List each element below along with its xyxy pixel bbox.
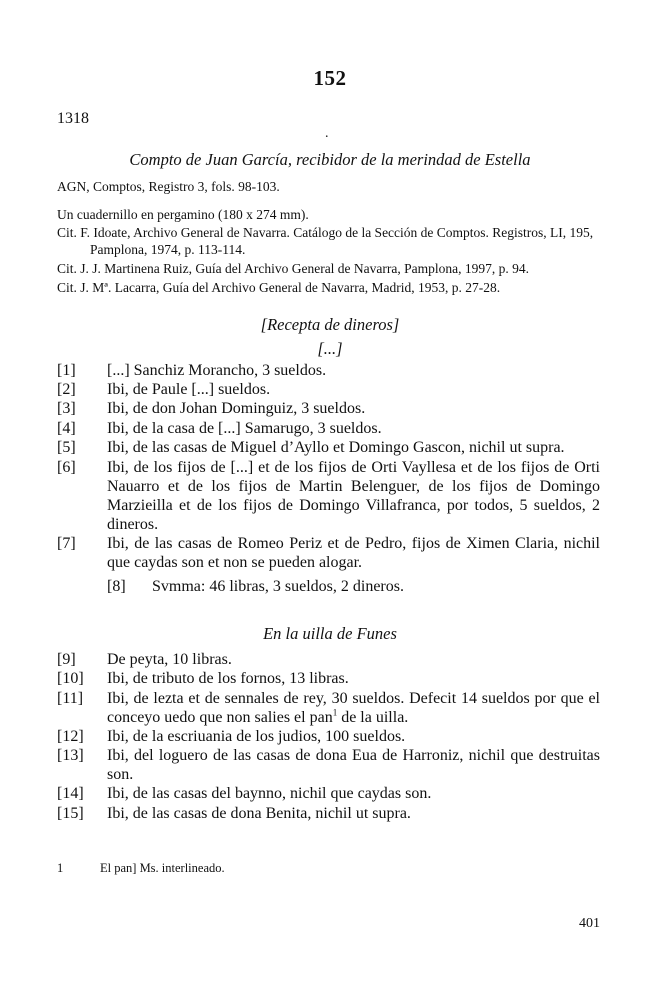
citation-idoate-text: Cit. F. Idoate, Archivo General de Navarra. Catálogo de la Sección de Comptos. Registros, LI, 195, Pamplona, 1974, p. 113-114. <box>57 225 594 257</box>
entry-text: Ibi, de Paule [...] sueldos. <box>107 381 271 398</box>
summa-text: Svmma: 46 libras, 3 sueldos, 2 dineros. <box>152 578 404 595</box>
entry-number: [2] <box>57 381 76 398</box>
citation-martinena: Cit. J. J. Martinena Ruiz, Guía del Archivo General de Navarra, Pamplona, 1997, p. 94. <box>57 261 530 276</box>
citation-lacarra: Cit. J. Mª. Lacarra, Guía del Archivo General de Navarra, Madrid, 1953, p. 27-28. <box>57 280 501 295</box>
page-number: 401 <box>579 916 600 931</box>
entry-text: Ibi, de tributo de los fornos, 13 libras. <box>107 670 349 687</box>
entry-text: Ibi, del loguero de las casas de dona Eua de Harroniz, nichil que destruitas son. <box>107 747 600 783</box>
archive-reference: AGN, Comptos, Registro 3, fols. 98-103. <box>57 179 280 194</box>
entry-number: [15] <box>57 805 84 822</box>
entry-number: [12] <box>57 728 84 745</box>
entry-number: [14] <box>57 785 84 802</box>
document-title: Compto de Juan García, recibidor de la merindad de Estella <box>129 150 531 169</box>
section-heading-recepta: [Recepta de dineros] <box>260 315 400 334</box>
entry-text: De peyta, 10 libras. <box>107 651 232 668</box>
entry-text: Ibi, de la escriuania de los judios, 100 sueldos. <box>107 728 406 745</box>
entry-number: [7] <box>57 535 76 552</box>
entry-text: Ibi, de don Johan Dominguiz, 3 sueldos. <box>107 400 366 417</box>
entry-number: [1] <box>57 362 76 379</box>
entry-number: [9] <box>57 651 76 668</box>
section-heading-funes: En la uilla de Funes <box>263 624 397 643</box>
entry-text: Ibi, de las casas de Miguel d’Ayllo et Domingo Gascon, nichil ut supra. <box>107 439 565 456</box>
document-year: 1318 <box>57 110 89 127</box>
entry-number: [11] <box>57 690 84 707</box>
summa-line <box>107 578 404 596</box>
entry-number: [3] <box>57 400 76 417</box>
physical-description: Un cuadernillo en pergamino (180 x 274 mm). <box>57 207 309 222</box>
entry-number: [4] <box>57 420 76 437</box>
entry-text: Ibi, de los fijos de [...] et de los fijos de Orti Vayllesa et de los fijos de Orti Nauarro et de los fijos de Martin Belenguer, de los fijos de Domingo Marzieilla et de los fijos de Domingo Villafranca, por todos, 5 sueldos, 2 dineros. <box>107 459 600 533</box>
footnote-text: El pan] Ms. interlineado. <box>100 861 225 875</box>
entry-text: Ibi, de la casa de [...] Samarugo, 3 sueldos. <box>107 420 382 437</box>
entry-text-tail: de la uilla. <box>337 709 409 726</box>
entry-text: [...] Sanchiz Morancho, 3 sueldos. <box>107 362 327 379</box>
entry-number: [10] <box>57 670 84 687</box>
footnote-ref: 1 <box>332 707 338 718</box>
citation-idoate <box>57 224 602 258</box>
entry-text: Ibi, de las casas del baynno, nichil que caydas son. <box>107 785 432 802</box>
entry-number: [6] <box>57 459 76 476</box>
entry-number: [13] <box>57 747 84 764</box>
entry-text <box>107 689 600 727</box>
entry-text: Ibi, de las casas de dona Benita, nichil ut supra. <box>107 805 411 822</box>
entry-text: Ibi, de las casas de Romeo Periz et de Pedro, fijos de Ximen Claria, nichil que caydas son et non se pueden alogar. <box>107 535 600 571</box>
summa-number: [8] <box>107 578 126 595</box>
footnote <box>57 861 225 876</box>
section-ellipsis: [...] <box>317 339 343 358</box>
footnote-number: 1 <box>57 861 64 875</box>
stray-dot: . <box>325 126 329 141</box>
entry-number: [5] <box>57 439 76 456</box>
entry-text-main: Ibi, de lezta et de sennales de rey, 30 sueldos. Defecit 14 sueldos por que el conceyo uedo que non salies el pan <box>107 690 600 726</box>
document-number: 152 <box>313 66 347 90</box>
